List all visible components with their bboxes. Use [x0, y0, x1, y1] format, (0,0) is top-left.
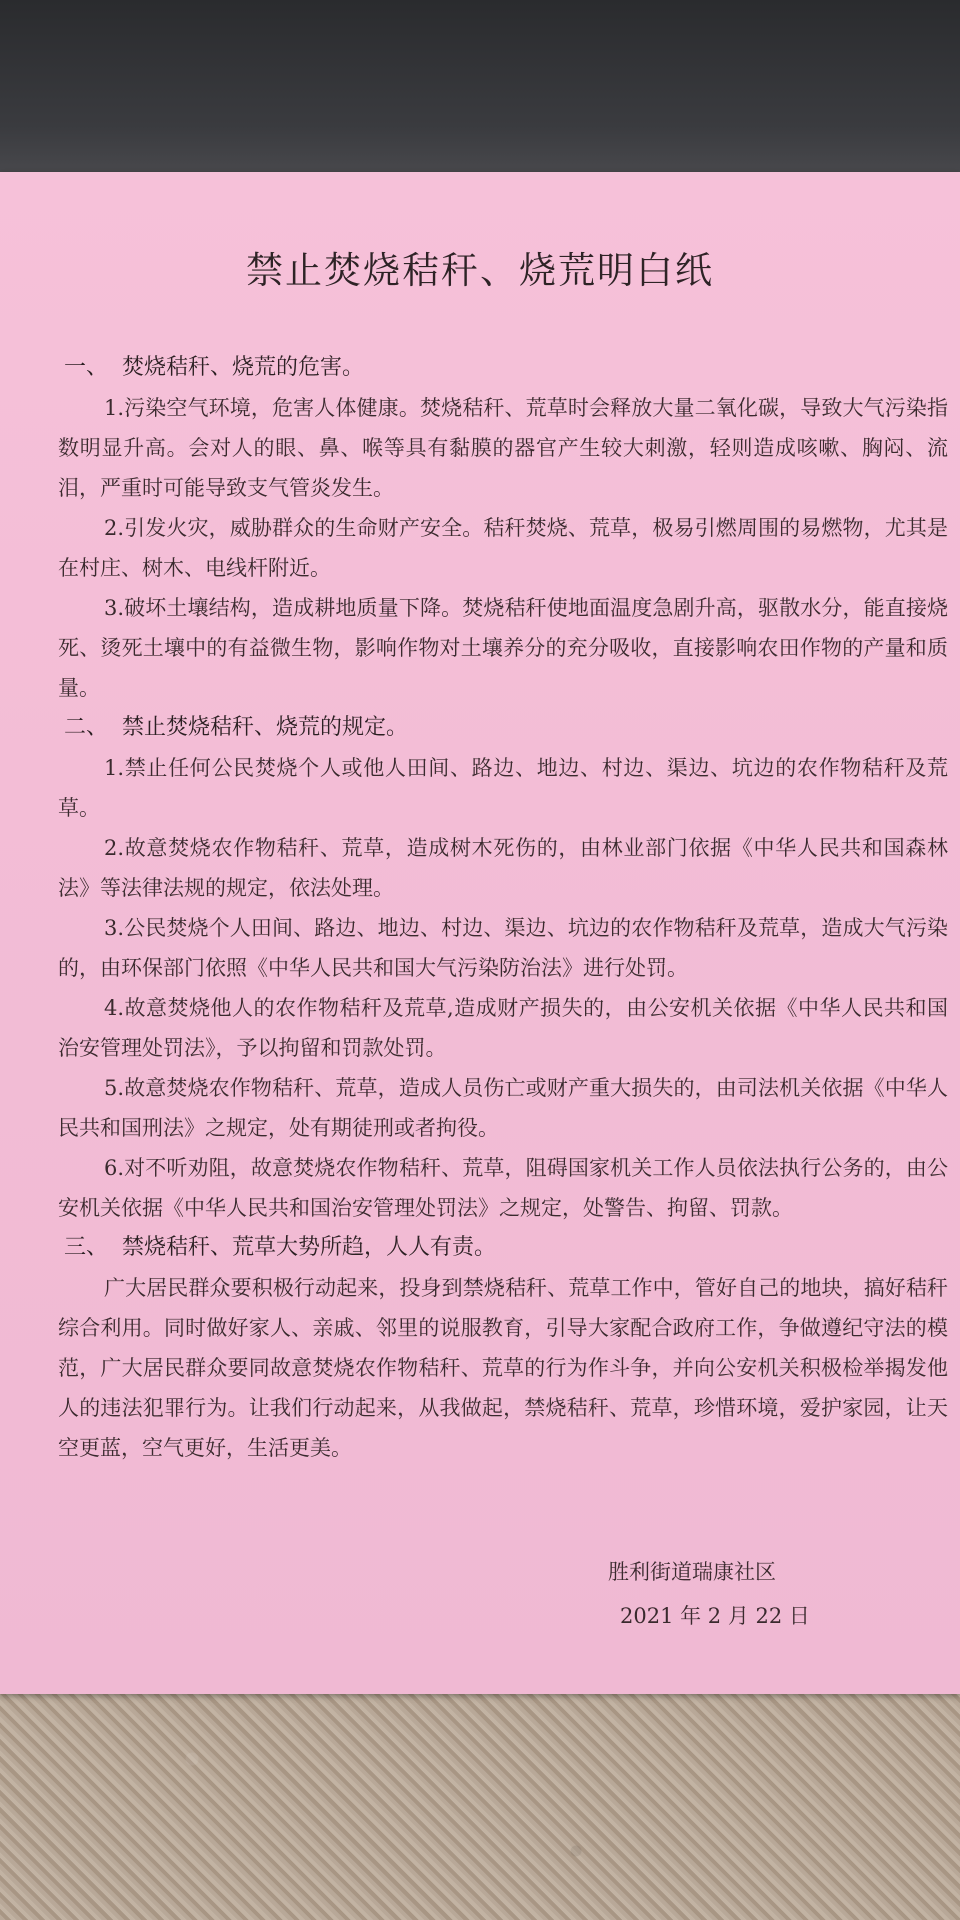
section-2-paragraph-2: 2.故意焚烧农作物秸秆、荒草，造成树木死伤的，由林业部门依据《中华人民共和国森林法》等法律法规的规定，依法处理。 — [58, 836, 948, 900]
signature-block — [560, 1550, 860, 1638]
section-1-paragraph-1: 1.污染空气环境，危害人体健康。焚烧秸秆、荒草时会释放大量二氧化碳，导致大气污染指数明显升高。会对人的眼、鼻、喉等具有黏膜的器官产生较大刺激，轻则造成咳嗽、胸闷、流泪，严重时可能导致支气管炎发生。 — [58, 396, 948, 500]
section-1-paragraph-2: 2.引发火灾，威胁群众的生命财产安全。秸秆焚烧、荒草，极易引燃周围的易燃物，尤其是在村庄、树木、电线杆附近。 — [58, 516, 948, 580]
section-2-paragraph-1: 1.禁止任何公民焚烧个人或他人田间、路边、地边、村边、渠边、坑边的农作物秸秆及荒草。 — [58, 756, 948, 820]
section-2-paragraph-5: 5.故意焚烧农作物秸秆、荒草，造成人员伤亡或财产重大损失的，由司法机关依据《中华人民共和国刑法》之规定，处有期徒刑或者拘役。 — [58, 1076, 948, 1140]
notice-paper — [0, 172, 960, 1694]
section-2-paragraph-6: 6.对不听劝阻，故意焚烧农作物秸秆、荒草，阻碍国家机关工作人员依法执行公务的，由公安机关依据《中华人民共和国治安管理处罚法》之规定，处警告、拘留、罚款。 — [58, 1156, 948, 1220]
section-heading-3: 三、 禁烧秸秆、荒草大势所趋，人人有责。 — [64, 1235, 496, 1260]
signature-organization: 胜利街道瑞康社区 — [608, 1560, 776, 1584]
background-top-surface — [0, 0, 960, 180]
signature-date: 2021 年 2 月 22 日 — [620, 1604, 810, 1628]
notice-body — [58, 348, 948, 1468]
section-1-paragraph-3: 3.破坏土壤结构，造成耕地质量下降。焚烧秸秆使地面温度急剧升高，驱散水分，能直接烧死、烫死土壤中的有益微生物，影响作物对土壤养分的充分吸收，直接影响农田作物的产量和质量。 — [58, 596, 948, 700]
section-heading-2: 二、 禁止焚烧秸秆、烧荒的规定。 — [64, 715, 408, 740]
background-towel-surface — [0, 1690, 960, 1920]
page-title: 禁止焚烧秸秆、烧荒明白纸 — [246, 249, 714, 292]
section-heading-1: 一、 焚烧秸秆、烧荒的危害。 — [64, 355, 364, 380]
section-2-paragraph-4: 4.故意焚烧他人的农作物秸秆及荒草,造成财产损失的，由公安机关依据《中华人民共和国治安管理处罚法》，予以拘留和罚款处罚。 — [58, 996, 948, 1060]
section-2-paragraph-3: 3.公民焚烧个人田间、路边、地边、村边、渠边、坑边的农作物秸秆及荒草，造成大气污染的，由环保部门依照《中华人民共和国大气污染防治法》进行处罚。 — [58, 916, 948, 980]
section-3-paragraph-1: 广大居民群众要积极行动起来，投身到禁烧秸秆、荒草工作中，管好自己的地块，搞好秸秆综合利用。同时做好家人、亲戚、邻里的说服教育，引导大家配合政府工作，争做遵纪守法的模范，广大居民群众要同故意焚烧农作物秸秆、荒草的行为作斗争，并向公安机关积极检举揭发他人的违法犯罪行为。让我们行动起来，从我做起，禁烧秸秆、荒草，珍惜环境，爱护家园，让天空更蓝，空气更好，生活更美。 — [58, 1276, 948, 1460]
